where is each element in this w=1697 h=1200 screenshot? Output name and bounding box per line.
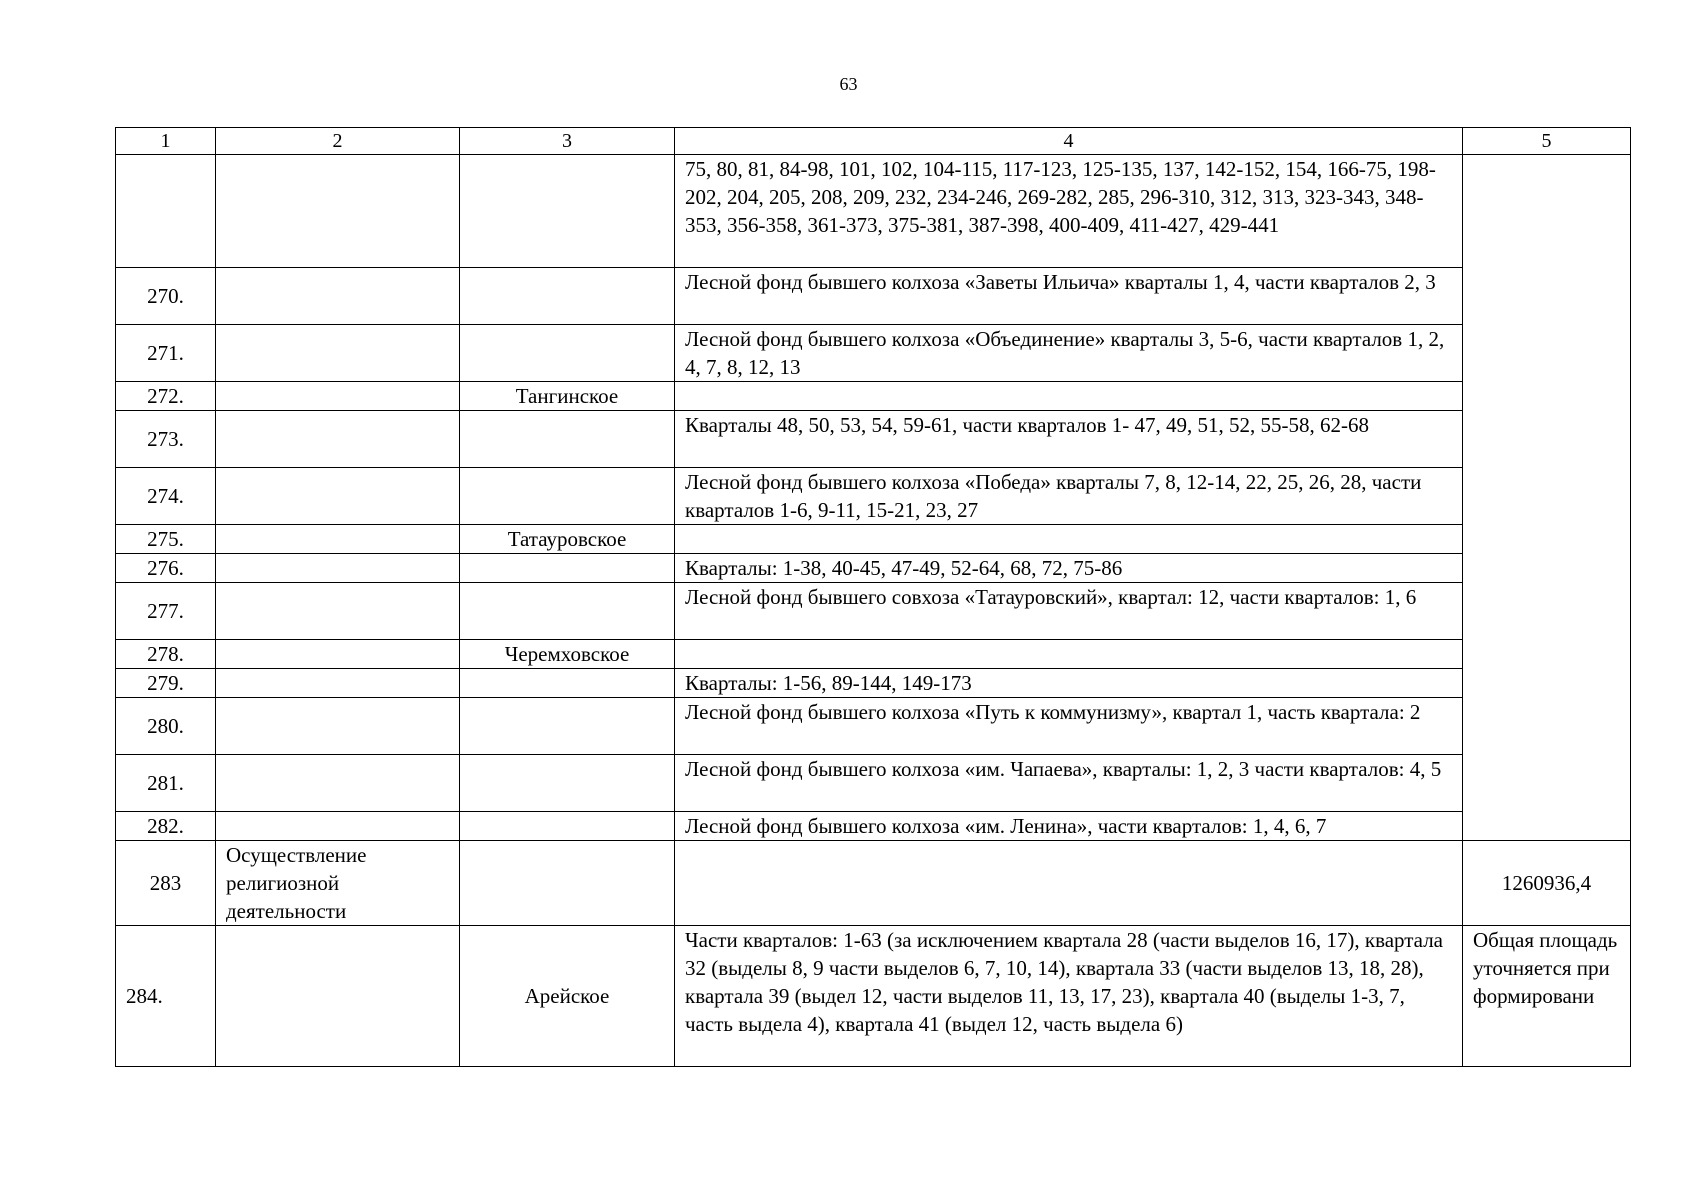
row-number: 283 [116, 841, 216, 926]
forestry-cell: Тангинское [460, 382, 675, 411]
activity-cell [216, 325, 460, 382]
activity-cell [216, 525, 460, 554]
forestry-cell [460, 755, 675, 812]
row-number [116, 155, 216, 268]
activity-cell [216, 554, 460, 583]
header-cell-2: 2 [216, 128, 460, 155]
table-row [116, 812, 1631, 841]
table-row [116, 382, 1631, 411]
table-row [116, 554, 1631, 583]
quarters-cell: Кварталы: 1-56, 89-144, 149-173 [675, 669, 1463, 698]
quarters-cell: Лесной фонд бывшего совхоза «Татауровский», квартал: 12, части кварталов: 1, 6 [675, 583, 1463, 640]
forestry-cell [460, 812, 675, 841]
row-number: 272. [116, 382, 216, 411]
table-row [116, 583, 1631, 640]
quarters-cell: Лесной фонд бывшего колхоза «Путь к коммунизму», квартал 1, часть квартала: 2 [675, 698, 1463, 755]
forestry-cell: Арейское [460, 926, 675, 1067]
table-row [116, 669, 1631, 698]
row-number: 276. [116, 554, 216, 583]
table-header-row [116, 128, 1631, 155]
table-row [116, 468, 1631, 525]
activity-cell [216, 640, 460, 669]
forestry-cell [460, 155, 675, 268]
table-row [116, 411, 1631, 468]
forestry-cell [460, 841, 675, 926]
activity-cell: Осуществление религиозной деятельности [216, 841, 460, 926]
activity-cell [216, 583, 460, 640]
table-row [116, 325, 1631, 382]
table-row [116, 525, 1631, 554]
header-cell-3: 3 [460, 128, 675, 155]
quarters-cell: Кварталы 48, 50, 53, 54, 59-61, части кварталов 1- 47, 49, 51, 52, 55-58, 62-68 [675, 411, 1463, 468]
activity-cell [216, 926, 460, 1067]
row-number: 270. [116, 268, 216, 325]
forestry-cell [460, 468, 675, 525]
quarters-cell: Лесной фонд бывшего колхоза «им. Чапаева», кварталы: 1, 2, 3 части кварталов: 4, 5 [675, 755, 1463, 812]
activity-cell [216, 698, 460, 755]
table-row [116, 755, 1631, 812]
row-number: 281. [116, 755, 216, 812]
area-cell-empty [1463, 155, 1631, 841]
forestry-cell [460, 325, 675, 382]
row-number: 279. [116, 669, 216, 698]
forestry-cell [460, 583, 675, 640]
header-cell-4: 4 [675, 128, 1463, 155]
quarters-cell: Лесной фонд бывшего колхоза «Объединение» кварталы 3, 5-6, части кварталов 1, 2, 4, 7, 8, 12, 13 [675, 325, 1463, 382]
row-number: 271. [116, 325, 216, 382]
activity-cell [216, 268, 460, 325]
activity-cell [216, 411, 460, 468]
row-number: 280. [116, 698, 216, 755]
row-number: 277. [116, 583, 216, 640]
forestry-table [115, 127, 1631, 1067]
quarters-cell: 75, 80, 81, 84-98, 101, 102, 104-115, 117-123, 125-135, 137, 142-152, 154, 166-75, 198-202, 204, 205, 208, 209, 232, 234-246, 269-282, 285, 296-310, 312, 313, 323-343, 348-353, 356-358, 361-373, 375-381, 387-398, 400-409, 411-427, 429-441 [675, 155, 1463, 268]
quarters-cell: Лесной фонд бывшего колхоза «им. Ленина», части кварталов: 1, 4, 6, 7 [675, 812, 1463, 841]
activity-cell [216, 669, 460, 698]
quarters-cell: Части кварталов: 1-63 (за исключением квартала 28 (части выделов 16, 17), квартала 32 (выделы 8, 9 части выделов 6, 7, 10, 14), квартала 33 (части выделов 13, 18, 28), квартала 39 (выдел 12, части выделов 11, 13, 17, 23), квартала 40 (выделы 1-3, 7, часть выдела 4), квартала 41 (выдел 12, часть выдела 6) [675, 926, 1463, 1067]
quarters-cell: Лесной фонд бывшего колхоза «Победа» кварталы 7, 8, 12-14, 22, 25, 26, 28, части кварталов 1-6, 9-11, 15-21, 23, 27 [675, 468, 1463, 525]
table-row [116, 640, 1631, 669]
activity-cell [216, 755, 460, 812]
forestry-cell [460, 698, 675, 755]
row-number: 284. [116, 926, 216, 1067]
quarters-cell [675, 525, 1463, 554]
quarters-cell [675, 640, 1463, 669]
forestry-cell [460, 411, 675, 468]
forestry-cell: Татауровское [460, 525, 675, 554]
row-number: 278. [116, 640, 216, 669]
activity-cell [216, 155, 460, 268]
area-cell: Общая площадь уточняется при формировани [1463, 926, 1631, 1067]
activity-cell [216, 382, 460, 411]
quarters-cell: Кварталы: 1-38, 40-45, 47-49, 52-64, 68, 72, 75-86 [675, 554, 1463, 583]
table-row [116, 268, 1631, 325]
row-number: 275. [116, 525, 216, 554]
header-cell-5: 5 [1463, 128, 1631, 155]
row-number: 282. [116, 812, 216, 841]
header-cell-1: 1 [116, 128, 216, 155]
forestry-cell [460, 554, 675, 583]
area-cell: 1260936,4 [1463, 841, 1631, 926]
table-row [116, 698, 1631, 755]
forestry-cell: Черемховское [460, 640, 675, 669]
activity-cell [216, 812, 460, 841]
page-number: 63 [839, 74, 858, 94]
row-number: 273. [116, 411, 216, 468]
table-row [116, 926, 1631, 1067]
row-number: 274. [116, 468, 216, 525]
table-row [116, 155, 1631, 268]
forestry-cell [460, 669, 675, 698]
quarters-cell [675, 841, 1463, 926]
quarters-cell [675, 382, 1463, 411]
activity-cell [216, 468, 460, 525]
table-row [116, 841, 1631, 926]
forestry-cell [460, 268, 675, 325]
quarters-cell: Лесной фонд бывшего колхоза «Заветы Ильича» кварталы 1, 4, части кварталов 2, 3 [675, 268, 1463, 325]
